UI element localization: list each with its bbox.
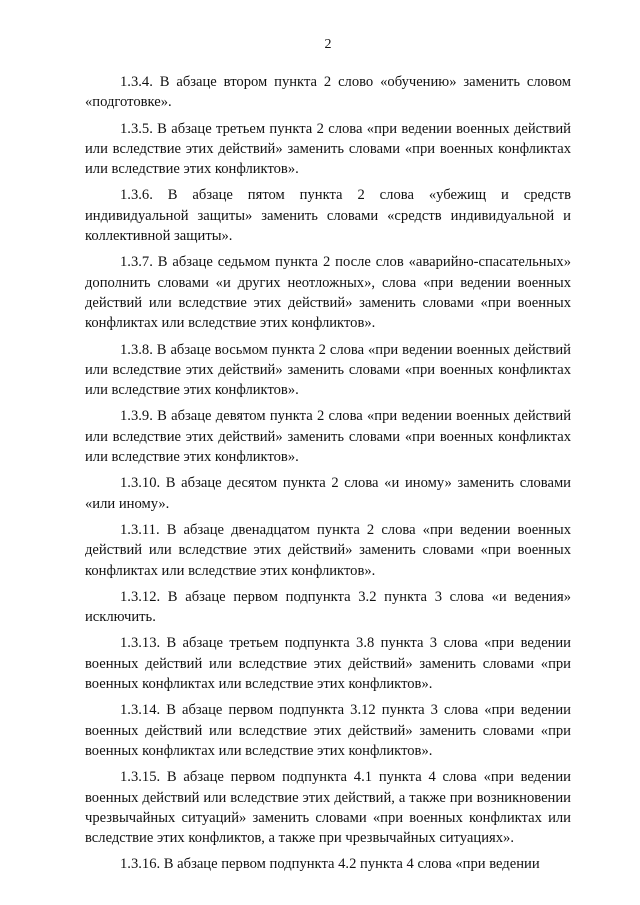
- paragraph-1-3-8: 1.3.8. В абзаце восьмом пункта 2 слова «при ведении военных действий или вследствие этих действий» заменить словами «при военных конфликтах или вследствие этих конфликтов».: [85, 341, 571, 399]
- paragraph-1-3-5: 1.3.5. В абзаце третьем пункта 2 слова «при ведении военных действий или вследствие этих действий» заменить словами «при военных конфликтах или вследствие этих конфликтов».: [85, 120, 571, 178]
- paragraph-1-3-11: 1.3.11. В абзаце двенадцатом пункта 2 слова «при ведении военных действий или вследствие этих действий» заменить словами «при военных конфликтах или вследствие этих конфликтов».: [85, 521, 571, 579]
- paragraph-1-3-9: 1.3.9. В абзаце девятом пункта 2 слова «при ведении военных действий или вследствие этих действий» заменить словами «при военных конфликтах или вследствие этих конфликтов».: [85, 408, 571, 466]
- paragraph-1-3-4: 1.3.4. В абзаце втором пункта 2 слово «обучению» заменить словом «подготовке».: [85, 74, 571, 111]
- page-number: 2: [324, 37, 332, 52]
- paragraph-1-3-13: 1.3.13. В абзаце третьем подпункта 3.8 пункта 3 слова «при ведении военных действий или вследствие этих действий» заменить словами «при военных конфликтах или вследствие этих конфликтов».: [85, 635, 571, 693]
- paragraph-1-3-6: 1.3.6. В абзаце пятом пункта 2 слова «убежищ и средств индивидуальной защиты» заменить словами «средств индивидуальной и коллективной защиты».: [85, 187, 571, 245]
- paragraph-1-3-7: 1.3.7. В абзаце седьмом пункта 2 после слов «аварийно-спасательных» дополнить словами «и других неотложных», слова «при ведении военных действий или вследствие этих действий» заменить словами «при военных конфликтах или вследствие этих конфликтов».: [85, 254, 571, 332]
- document-body: [85, 72, 571, 875]
- paragraph-1-3-15: 1.3.15. В абзаце первом подпункта 4.1 пункта 4 слова «при ведении военных действий или вследствие этих действий, а также при возникновении чрезвычайных ситуаций» заменить словами «при военных конфликтах или вследствие этих конфликтов, а также при чрезвычайных ситуациях».: [85, 769, 571, 847]
- paragraph-1-3-14: 1.3.14. В абзаце первом подпункта 3.12 пункта 3 слова «при ведении военных действий или вследствие этих действий» заменить словами «при военных конфликтах или вследствие этих конфликтов».: [85, 702, 571, 759]
- paragraph-1-3-12: 1.3.12. В абзаце первом подпункта 3.2 пункта 3 слова «и ведения» исключить.: [85, 588, 571, 626]
- paragraph-1-3-10: 1.3.10. В абзаце десятом пункта 2 слова «и иному» заменить словами «или иному».: [85, 475, 571, 512]
- paragraph-1-3-16: 1.3.16. В абзаце первом подпункта 4.2 пункта 4 слова «при ведении: [120, 856, 540, 873]
